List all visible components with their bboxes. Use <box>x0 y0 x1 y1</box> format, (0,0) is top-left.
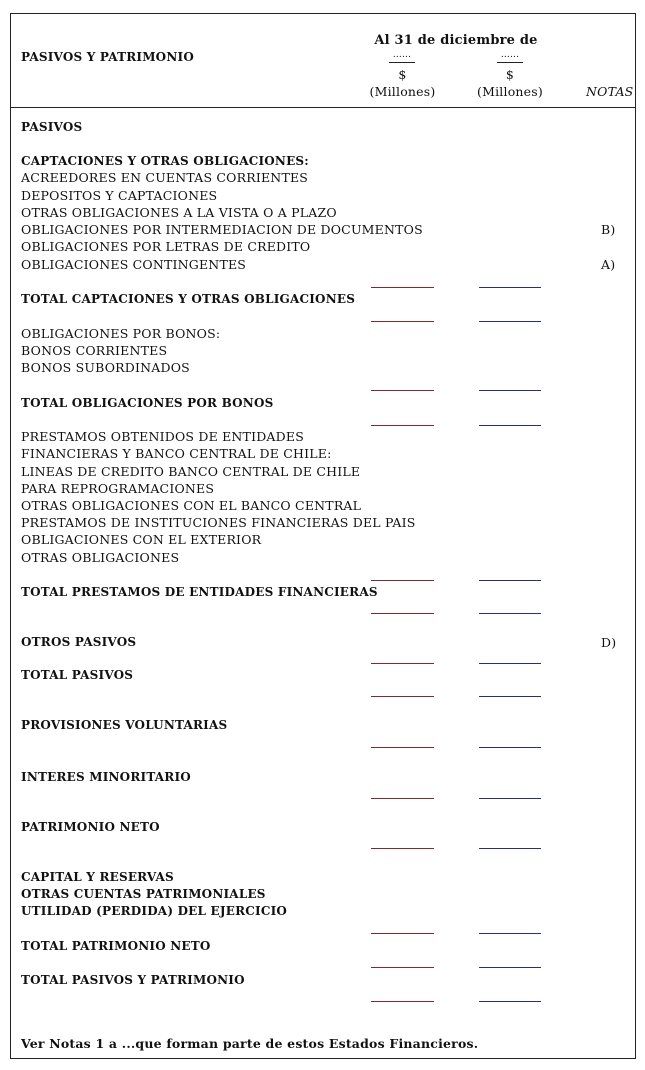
unit-col1: (Millones) <box>369 84 436 99</box>
currency-col2: $ <box>505 67 515 82</box>
subtotal-line <box>479 425 541 426</box>
subtotal-line <box>479 663 541 664</box>
pasivos-heading: PASIVOS <box>21 120 83 134</box>
subtotal-line <box>371 1001 434 1002</box>
header-divider <box>10 107 636 108</box>
row-lineas-credito: LINEAS DE CREDITO BANCO CENTRAL DE CHILE <box>21 464 361 479</box>
row-reprogramaciones: PARA REPROGRAMACIONES <box>21 481 215 496</box>
row-acreedores: ACREEDORES EN CUENTAS CORRIENTES <box>21 170 309 185</box>
row-contingentes: OBLIGACIONES CONTINGENTES <box>21 257 247 272</box>
total-patrimonio-neto: TOTAL PATRIMONIO NETO <box>21 939 211 953</box>
prestamos-heading-2: FINANCIERAS Y BANCO CENTRAL DE CHILE: <box>21 446 332 461</box>
subtotal-line <box>371 580 434 581</box>
subtotal-line <box>479 848 541 849</box>
row-letras: OBLIGACIONES POR LETRAS DE CREDITO <box>21 239 311 254</box>
row-otras-banco-central: OTRAS OBLIGACIONES CON EL BANCO CENTRAL <box>21 498 362 513</box>
row-utilidad: UTILIDAD (PERDIDA) DEL EJERCICIO <box>21 904 288 918</box>
subtotal-line <box>371 613 434 614</box>
subtotal-line <box>479 967 541 968</box>
interes-minoritario: INTERES MINORITARIO <box>21 770 191 784</box>
row-otras-patrimoniales: OTRAS CUENTAS PATRIMONIALES <box>21 887 266 901</box>
row-intermediacion: OBLIGACIONES POR INTERMEDIACION DE DOCUMENTOS <box>21 222 423 237</box>
subtotal-line <box>479 580 541 581</box>
total-pasivos: TOTAL PASIVOS <box>21 668 134 682</box>
subtotal-line <box>371 425 434 426</box>
total-prestamos: TOTAL PRESTAMOS DE ENTIDADES FINANCIERAS <box>21 585 378 599</box>
row-bonos-subordinados: BONOS SUBORDINADOS <box>21 360 190 375</box>
subtotal-line <box>371 798 434 799</box>
subtotal-line <box>479 613 541 614</box>
total-pasivos-patrimonio: TOTAL PASIVOS Y PATRIMONIO <box>21 973 245 987</box>
year-col2-underline <box>497 62 523 63</box>
prestamos-heading-1: PRESTAMOS OBTENIDOS DE ENTIDADES <box>21 429 304 444</box>
unit-col2: (Millones) <box>477 84 543 99</box>
currency-col1: $ <box>398 67 407 82</box>
subtotal-line <box>479 747 541 748</box>
nota-a: A) <box>601 257 616 272</box>
subtotal-line <box>371 663 434 664</box>
year-col1-underline <box>389 62 415 63</box>
row-obligaciones-exterior: OBLIGACIONES CON EL EXTERIOR <box>21 532 262 547</box>
subtotal-line <box>371 287 434 288</box>
footer-note: Ver Notas 1 a ...que forman parte de estos Estados Financieros. <box>21 1036 479 1051</box>
subtotal-line <box>479 933 541 934</box>
provisiones-voluntarias: PROVISIONES VOLUNTARIAS <box>21 718 228 732</box>
subtotal-line <box>479 798 541 799</box>
subtotal-line <box>479 287 541 288</box>
subtotal-line <box>371 933 434 934</box>
subtotal-line <box>479 696 541 697</box>
row-otras-vista: OTRAS OBLIGACIONES A LA VISTA O A PLAZO <box>21 205 337 220</box>
total-bonos: TOTAL OBLIGACIONES POR BONOS <box>21 396 274 410</box>
row-depositos: DEPOSITOS Y CAPTACIONES <box>21 188 218 203</box>
subtotal-line <box>479 1001 541 1002</box>
subtotal-line <box>371 390 434 391</box>
nota-b: B) <box>601 222 616 237</box>
notas-heading: NOTAS <box>586 84 634 99</box>
captaciones-heading: CAPTACIONES Y OTRAS OBLIGACIONES: <box>21 154 309 168</box>
otros-pasivos: OTROS PASIVOS <box>21 635 137 649</box>
subtotal-line <box>479 390 541 391</box>
subtotal-line <box>371 321 434 322</box>
year-col2: ...... <box>500 50 520 60</box>
total-captaciones: TOTAL CAPTACIONES Y OTRAS OBLIGACIONES <box>21 292 356 306</box>
subtotal-line <box>371 848 434 849</box>
subtotal-line <box>371 747 434 748</box>
date-heading: Al 31 de diciembre de <box>374 33 538 48</box>
patrimonio-neto-heading: PATRIMONIO NETO <box>21 820 160 834</box>
row-prestamos-instituciones: PRESTAMOS DE INSTITUCIONES FINANCIERAS DEL PAIS <box>21 515 416 530</box>
year-col1: ...... <box>392 50 412 60</box>
row-otras-obligaciones: OTRAS OBLIGACIONES <box>21 550 180 565</box>
subtotal-line <box>479 321 541 322</box>
row-bonos-corrientes: BONOS CORRIENTES <box>21 343 168 358</box>
section-title: PASIVOS Y PATRIMONIO <box>21 50 194 64</box>
nota-d: D) <box>601 635 617 650</box>
subtotal-line <box>371 967 434 968</box>
bonos-heading: OBLIGACIONES POR BONOS: <box>21 326 221 341</box>
row-capital-reservas: CAPITAL Y RESERVAS <box>21 870 174 884</box>
subtotal-line <box>371 696 434 697</box>
